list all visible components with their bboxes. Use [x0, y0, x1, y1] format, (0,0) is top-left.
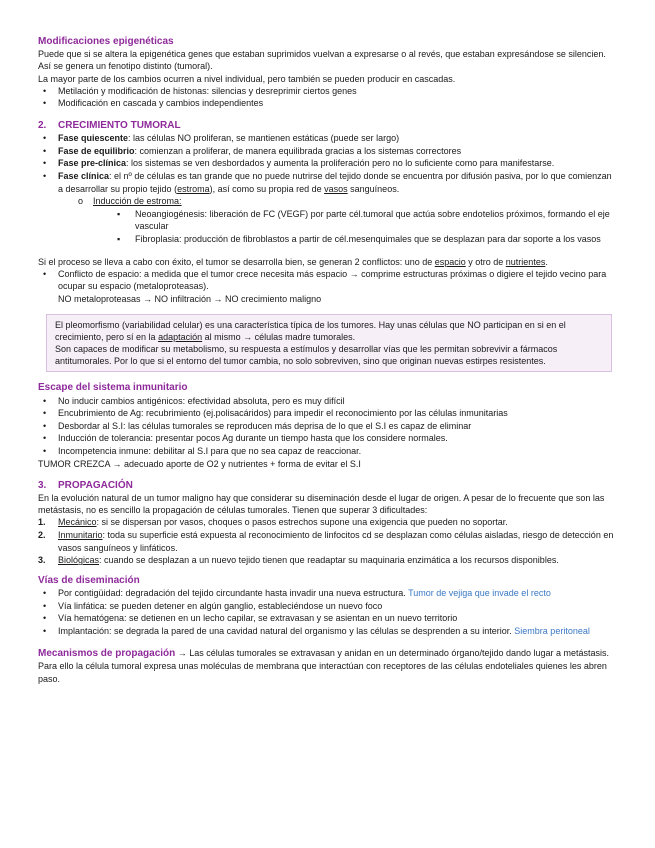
list-item: • Implantación: se degrada la pared de una cavidad natural del organismo y las células se desprenden a su interior. Siembra peritoneal [43, 625, 590, 636]
list-item: • Metilación y modificación de histonas: silencias y desreprimir ciertos genes [43, 85, 357, 96]
section-title-escape: Escape del sistema inmunitario [38, 382, 188, 394]
paragraph: TUMOR CREZCA → adecuado aporte de O2 y nutrientes + forma de evitar el S.I [38, 458, 361, 469]
callout-paragraph: El pleomorfismo (variabilidad celular) es una característica típica de los tumores. Hay unas células que NO participan en si en el crecimiento, pero sí en la adaptación al mismo → células madre tumorales. [55, 319, 566, 342]
numbered-item: 2. Inmunitario: toda su superficie está expuesta al reconocimiento de linfocitos cd se desplazan como células aisladas, riesgo de detección en vasos sanguíneos y linfáticos. [38, 529, 614, 553]
list-item: • Por contigüidad: degradación del tejido circundante hasta invadir una nueva estructura. Tumor de vejiga que invade el recto [43, 587, 551, 598]
list-item: • Inducción de tolerancia: presentar pocos Ag durante un tiempo hasta que los considere normales. [43, 433, 448, 444]
section-title-propagacion: 3. PROPAGACIÓN [38, 479, 133, 491]
sub-list-item: o Inducción de estroma: [78, 196, 182, 207]
list-item: • Fase quiescente: las células NO proliferan, se mantienen estáticas (puede ser largo) [43, 133, 400, 144]
list-item: • Incompetencia inmune: debilitar al S.I para que no sea capaz de reaccionar. [43, 445, 362, 456]
list-item: • Fase de equilibrio: comienzan a proliferar, de manera equilibrada gracias a los sistemas correctores [43, 145, 462, 156]
list-item: • Modificación en cascada y cambios independientes [43, 98, 264, 109]
section-title-crecimiento: 2. CRECIMIENTO TUMORAL [38, 120, 181, 131]
list-item: • No inducir cambios antigénicos: efectividad absoluta, pero es muy difícil [43, 395, 345, 406]
section-title-vias: Vías de diseminación [38, 574, 140, 586]
list-item: • Encubrimiento de Ag: recubrimiento (ej.polisacáridos) para impedir el reconocimiento por las células inmunitarias [43, 408, 508, 419]
escape-list [38, 395, 618, 458]
sub-sub-list-item: ▪ Fibroplasia: producción de fibroblastos a partir de cél.mesenquimales que se desplazan para dar soporte a los vasos [117, 233, 601, 244]
section-title-epigenetic: Modificaciones epigenéticas [38, 36, 174, 47]
numbered-item: 1. Mecánico: si se dispersan por vasos, choques o pasos estrechos supone una exigencia que pueden no soportar. [38, 517, 508, 528]
list-item: • Conflicto de espacio: a medida que el tumor crece necesita más espacio → comprime estructuras próximas o digiere el tejido vecino para ocupar su espacio (metaloproteasas). NO metaloproteasas → NO infiltración → NO crecimiento maligno [43, 268, 607, 304]
list-item: • Vía hematógena: se detienen en un lecho capilar, se extravasan y se asientan en un nuevo territorio [43, 613, 458, 624]
paragraph: La mayor parte de los cambios ocurren a nivel individual, pero también se pueden producir en cascadas. [38, 73, 456, 84]
list-item: • Fase clínica: el nº de células es tan grande que no puede nutrirse del tejido donde se encuentra por difusión pasiva, por lo que comienzan a desarrollar su propio tejido (estroma), así como su propia red de vasos sanguíneos. [43, 170, 612, 194]
numbered-item: 3. Biológicas: cuando se desplazan a un nuevo tejido tienen que readaptar su maquinaria enzimática a los recursos disponibles. [38, 555, 559, 566]
sub-sub-list-item: ▪ Neoangiogénesis: liberación de FC (VEGF) por parte cél.tumoral que actúa sobre endotelios próximos, formando el eje vascular [117, 208, 610, 232]
list-item: • Vía linfática: se pueden detener en algún ganglio, estableciéndose un nuevo foco [43, 600, 383, 611]
callout-box [46, 314, 612, 373]
list-item: • Fase pre-clínica: los sistemas se ven desbordados y aumenta la proliferación pero no lo suficiente como para manifestarse. [43, 158, 555, 169]
list-item: • Desbordar al S.I: las células tumorales se reproducen más deprisa de lo que el S.I es capaz de eliminar [43, 420, 472, 431]
paragraph-mecanismos: Mecanismos de propagación → Las células tumorales se extravasan y anidan en un determinado órgano/tejido dando lugar a metástasis. Para ello la célula tumoral expresa unas moléculas de membrana que interactúan con receptores de las células endoteliales quienes les abren paso. [38, 648, 610, 684]
callout-paragraph: Son capaces de modificar su metabolismo, su respuesta a estímulos y desarrollar vías que les permitan sobrevivir a fármacos antitumorales. Por lo que si el entorno del tumor cambia, no solo sobreviven, sino que originan nuevas estirpes resistentes. [55, 343, 558, 367]
paragraph: En la evolución natural de un tumor maligno hay que considerar su diseminación desde el lugar de origen. A pesar de lo frecuente que son las metástasis, no es sencillo la propagación de células tumorales. Tienen que superar 3 dificultades: [38, 492, 605, 516]
difficulties-list [38, 516, 618, 566]
paragraph: Si el proceso se lleva a cabo con éxito, el tumor se desarrolla bien, se generan 2 conflictos: uno de espacio y otro de nutrientes. [38, 256, 548, 267]
document-page [38, 36, 618, 685]
paragraph: Puede que si se altera la epigenética genes que estaban suprimidos vuelvan a expresarse o al revés, que estaban expresándose se silencien. Así se genera un fenotipo distinto (tumoral). [38, 49, 606, 72]
